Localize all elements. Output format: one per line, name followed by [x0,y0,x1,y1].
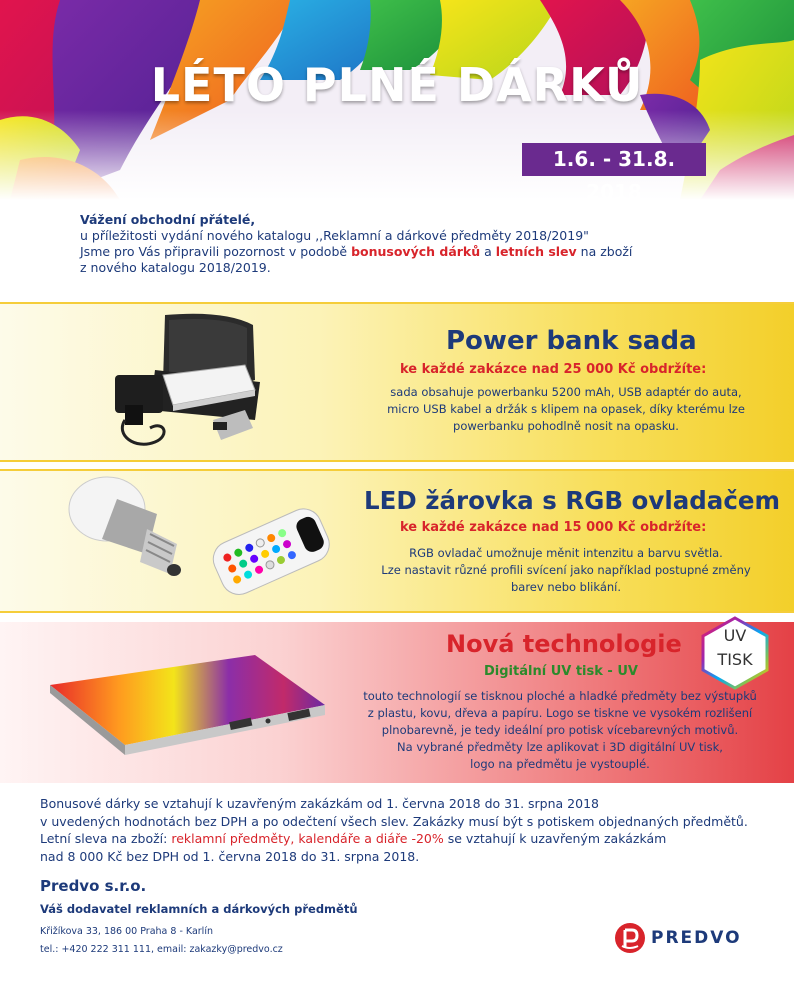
intro-line-4: z nového katalogu 2018/2019. [80,260,271,275]
terms-line: v uvedených hodnotách bez DPH a po odečtení všech slev. Zakázky musí být s potiskem objednaných předmětů. [40,813,748,829]
product-title-power-bank: Power bank sada [446,326,697,356]
uv-badge-line-1: UV [723,626,747,645]
divider [0,302,794,304]
bonus-gifts-highlight: bonusových dárků [351,244,481,259]
product-description-led-bulb [346,545,786,596]
product-condition-power-bank: ke každé zakázce nad 25 000 Kč obdržíte: [400,362,707,377]
terms-text-part: se vztahují k uzavřeným zakázkám [443,831,667,846]
company-address: Křižíkova 33, 186 00 Praha 8 - Karlín [40,926,213,937]
predvo-logo[interactable] [614,922,742,954]
intro-line-3 [80,244,720,260]
terms-line: nad 8 000 Kč bez DPH od 1. června 2018 do 31. srpna 2018. [40,848,420,864]
divider [0,611,794,613]
description-line: barev nebo blikání. [510,580,622,594]
discount-highlight: reklamní předměty, kalendáře a diáře -20% [171,831,444,846]
description-line: Na vybrané předměty lze aplikovat i 3D digitální UV tisk, [397,740,723,754]
company-tagline: Váš dodavatel reklamních a dárkových předmětů [40,902,358,916]
greeting: Vážení obchodní přátelé, [80,212,256,227]
rgb-remote-image [200,500,340,610]
product-condition-led-bulb: ke každé zakázce nad 15 000 Kč obdržíte: [400,520,707,535]
predvo-logo-icon [614,922,646,954]
company-contact: tel.: +420 222 311 111, email: zakazky@predvo.cz [40,944,283,955]
product-subtitle-uv-print: Digitální UV tisk - UV [484,664,638,679]
intro-text-part: Jsme pro Vás připravili pozornost v podobě [80,244,352,259]
terms-line: Bonusové dárky se vztahují k uzavřeným zakázkám od 1. června 2018 do 31. srpna 2018 [40,796,599,811]
product-description-power-bank [346,384,786,435]
company-name: Predvo s.r.o. [40,877,147,895]
hero-title: LÉTO PLNÉ DÁRKŮ [150,58,644,112]
terms-line [40,830,770,848]
product-title-led-bulb: LED žárovka s RGB ovladačem [364,486,781,515]
description-line: micro USB kabel a držák s klipem na opasek, díky kterému lze [387,402,745,416]
intro-line-2: u příležitosti vydání nového katalogu ,,Reklamní a dárkové předměty 2018/2019" [80,228,589,243]
description-line: plnobarevně, je tedy ideální pro potisk vícebarevných motivů. [381,723,739,737]
description-line: Lze nastavit různé profili svícení jako například postupné změny [381,563,751,577]
divider [0,460,794,462]
intro-text-part: a [480,244,496,259]
terms-text-part: Letní sleva na zboží: [40,831,172,846]
led-bulb-image [62,474,202,584]
description-line: RGB ovladač umožnuje měnit intenzitu a barvu světla. [409,546,723,560]
intro-text [80,212,720,276]
description-line: powerbanku pohodlně nosit na opasku. [453,419,679,433]
summer-discount-highlight: letních slev [495,244,577,259]
intro-text-part: na zboží [576,244,633,259]
product-title-uv-print: Nová technologie [446,630,682,658]
hero-banner [0,0,794,200]
promo-date-badge: 1.6. - 31.8. 2018 [522,143,706,176]
uv-printed-power-bank-image [40,645,340,765]
description-line: sada obsahuje powerbanku 5200 mAh, USB adaptér do auta, [390,385,742,399]
product-description-uv-print [336,688,784,773]
power-bank-set-image [95,310,275,460]
terms-text [40,795,770,865]
description-line: touto technologií se tisknou ploché a hladké předměty bez výstupků [363,689,757,703]
divider [0,469,794,471]
uv-badge-line-2: TISK [717,650,753,669]
description-line: logo na předmětu je vystouplé. [470,757,650,771]
description-line: z plastu, kovu, dřeva a papíru. Logo se tiskne ve vysokém rozlišení [367,706,753,720]
logo-text: PREDVO [651,928,742,948]
